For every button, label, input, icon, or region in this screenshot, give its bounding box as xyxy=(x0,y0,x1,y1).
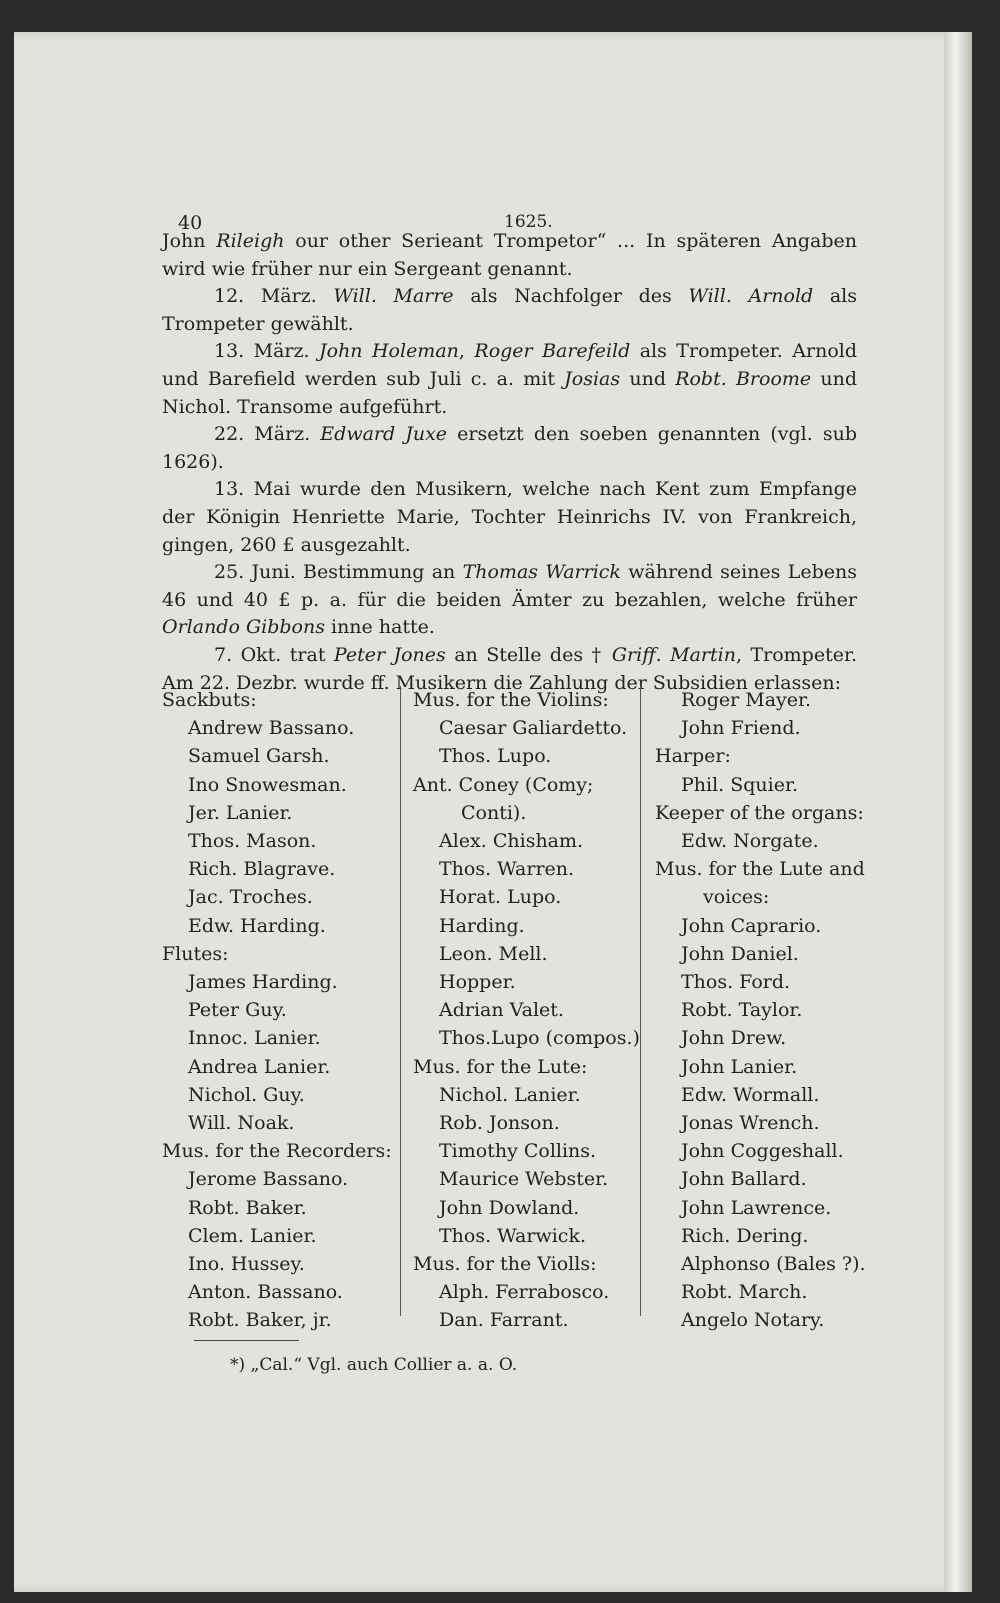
musician-name: Ino. Hussey. xyxy=(188,1253,305,1276)
musician-name: Samuel Garsh. xyxy=(188,745,330,768)
musician-name: James Harding. xyxy=(188,971,338,994)
musician-name: Thos. Lupo. xyxy=(439,745,552,768)
musician-name: Caesar Galiardetto. xyxy=(439,717,628,740)
section-heading: Mus. for the Lute: xyxy=(413,1055,588,1078)
musician-name: Rich. Dering. xyxy=(681,1224,809,1247)
musician-name: John Friend. xyxy=(681,717,801,740)
section-heading: Mus. for the Violls: xyxy=(413,1253,597,1276)
italic-name: Rileigh xyxy=(216,230,285,252)
section-heading: Ant. Coney (Comy; xyxy=(413,773,594,796)
musician-name: Edw. Harding. xyxy=(188,914,326,937)
section-heading: Harper: xyxy=(655,745,731,768)
musician-name: Nichol. Guy. xyxy=(188,1083,305,1106)
musician-name: Edw. Wormall. xyxy=(681,1083,820,1106)
musician-name: John Caprario. xyxy=(681,914,822,937)
musician-name: Dan. Farrant. xyxy=(439,1309,569,1332)
italic-name: Orlando Gibbons xyxy=(162,616,325,639)
musician-name: Thos. Mason. xyxy=(188,830,317,853)
section-heading: Mus. for the Lute and xyxy=(655,858,865,881)
footnote: *) „Cal.“ Vgl. auch Collier a. a. O. xyxy=(230,1355,518,1375)
text-run: als Trompeter gewählt. xyxy=(162,285,857,335)
section-heading: Sackbuts: xyxy=(162,689,257,711)
musician-name: Rich. Blagrave. xyxy=(188,858,336,881)
text-run: und Nichol. Transome aufgeführt. xyxy=(162,367,857,418)
musician-name: Timothy Collins. xyxy=(439,1140,597,1163)
musician-name: Thos.Lupo (compos.) xyxy=(439,1027,640,1050)
italic-name: Josias xyxy=(564,367,621,390)
text-run: 7. Okt. trat xyxy=(214,643,334,666)
musician-name: Ino Snowesman. xyxy=(188,773,347,796)
section-heading: Mus. for the Violins: xyxy=(413,689,609,711)
musician-name: Robt. Taylor. xyxy=(681,999,803,1022)
musician-name: Andrew Bassano. xyxy=(188,717,355,740)
section-heading: Flutes: xyxy=(162,942,229,965)
musician-name: Will. Noak. xyxy=(188,1112,295,1135)
paragraph xyxy=(162,421,857,476)
musician-name: John Daniel. xyxy=(681,942,799,965)
text-run: John xyxy=(162,230,217,252)
paragraph xyxy=(162,559,857,642)
italic-name: Roger Barefeild xyxy=(474,340,631,363)
musician-name: Edw. Norgate. xyxy=(681,830,819,853)
musician-name: Thos. Ford. xyxy=(681,971,791,994)
text-run: inne hatte. xyxy=(324,616,435,639)
text-run: und xyxy=(620,367,676,390)
musicians-list xyxy=(162,686,866,1336)
italic-name: Peter Jones xyxy=(333,643,446,666)
musician-name: Thos. Warwick. xyxy=(439,1224,586,1247)
musician-name: John Drew. xyxy=(681,1027,787,1050)
text-run: an Stelle des † xyxy=(445,643,612,666)
musician-name: Horat. Lupo. xyxy=(439,886,562,909)
musician-name: Alex. Chisham. xyxy=(439,830,584,853)
musician-name: Roger Mayer. xyxy=(681,689,812,711)
text-run: 22. März. xyxy=(214,423,321,446)
musician-name: Andrea Lanier. xyxy=(188,1055,331,1078)
text-run: als Trompeter. Arnold und Barefield werden sub Juli c. a. mit xyxy=(162,340,858,390)
musician-name: Harding. xyxy=(439,914,525,937)
musician-name: Innoc. Lanier. xyxy=(188,1027,321,1050)
italic-name: Griff. Martin xyxy=(611,643,736,666)
page-number: 40 xyxy=(178,212,203,234)
musician-name: John Ballard. xyxy=(681,1168,807,1191)
text-run: als Nachfolger des xyxy=(453,285,689,308)
column-2 xyxy=(400,686,649,1332)
musician-name: Robt. Baker. xyxy=(188,1196,307,1219)
musician-name: Adrian Valet. xyxy=(439,999,564,1022)
running-head-year: 1625. xyxy=(504,212,553,232)
footnote-rule xyxy=(194,1340,299,1341)
musician-name: Alphonso (Bales ?). xyxy=(681,1253,866,1276)
musician-name: Clem. Lanier. xyxy=(188,1224,317,1247)
text-run: , Trompeter. Am 22. Dezbr. wurde ff. Musikern die Zahlung der Subsidien erlassen: xyxy=(162,643,857,694)
column-1 xyxy=(162,686,392,1335)
text-run: , xyxy=(458,340,475,363)
italic-name: Will. Arnold xyxy=(688,285,814,308)
italic-name: Robt. Broome xyxy=(675,367,812,390)
musician-name: Peter Guy. xyxy=(188,999,287,1022)
musician-name: John Lanier. xyxy=(681,1055,798,1078)
text-run: 13. März. xyxy=(214,340,320,363)
section-heading: Keeper of the organs: xyxy=(655,801,864,824)
musician-name: Jac. Troches. xyxy=(188,886,313,909)
italic-name: John Holeman xyxy=(319,340,459,363)
musician-name: John Lawrence. xyxy=(681,1196,832,1219)
musician-name: Robt. Baker, jr. xyxy=(188,1309,332,1332)
musician-name: John Dowland. xyxy=(439,1196,580,1219)
musician-name: John Coggeshall. xyxy=(681,1140,844,1163)
musician-name: Jer. Lanier. xyxy=(188,801,293,824)
musician-name: Anton. Bassano. xyxy=(188,1281,343,1304)
section-heading: Mus. for the Recorders: xyxy=(162,1140,392,1163)
italic-name: Will. Marre xyxy=(333,285,454,308)
musician-name: Hopper. xyxy=(439,971,516,994)
musician-name: Angelo Notary. xyxy=(681,1309,825,1332)
musician-name: Rob. Jonson. xyxy=(439,1112,560,1135)
text-run: our other Serieant Trompetor“ ... In späteren Angaben wird wie früher nur ein Sergeant genannt. xyxy=(162,230,857,280)
page-spine xyxy=(944,32,972,1592)
text-run: während seines Lebens 46 und 40 £ p. a. für die beiden Ämter zu bezahlen, welche früher xyxy=(162,561,857,611)
musician-name: Nichol. Lanier. xyxy=(439,1083,581,1106)
musician-name: Jonas Wrench. xyxy=(681,1112,820,1135)
section-heading: Conti). xyxy=(461,801,527,824)
musician-name: Maurice Webster. xyxy=(439,1168,609,1191)
section-heading: voices: xyxy=(703,886,770,909)
text-run: 13. Mai wurde den Musikern, welche nach Kent zum Empfange der Königin Henriette Marie, Tochter Heinrichs IV. von Frankreich, gingen, 260 £ ausgezahlt. xyxy=(162,478,857,556)
musician-name: Alph. Ferrabosco. xyxy=(439,1281,610,1304)
italic-name: Thomas Warrick xyxy=(462,561,621,584)
column-3 xyxy=(640,686,885,1332)
paragraph xyxy=(162,228,857,283)
body-text xyxy=(162,228,857,697)
musician-name: Robt. March. xyxy=(681,1281,808,1304)
text-run: ersetzt den soeben genannten (vgl. sub 1626). xyxy=(162,423,857,473)
paragraph xyxy=(162,476,857,559)
paragraph xyxy=(162,338,857,421)
musician-name: Thos. Warren. xyxy=(439,858,575,881)
musician-name: Leon. Mell. xyxy=(439,942,548,965)
italic-name: Edward Juxe xyxy=(320,423,448,446)
text-run: 12. März. xyxy=(214,285,334,308)
musician-name: Jerome Bassano. xyxy=(188,1168,349,1191)
musician-name: Phil. Squier. xyxy=(681,773,799,796)
paragraph xyxy=(162,283,857,338)
text-run: 25. Juni. Bestimmung an xyxy=(214,561,463,584)
